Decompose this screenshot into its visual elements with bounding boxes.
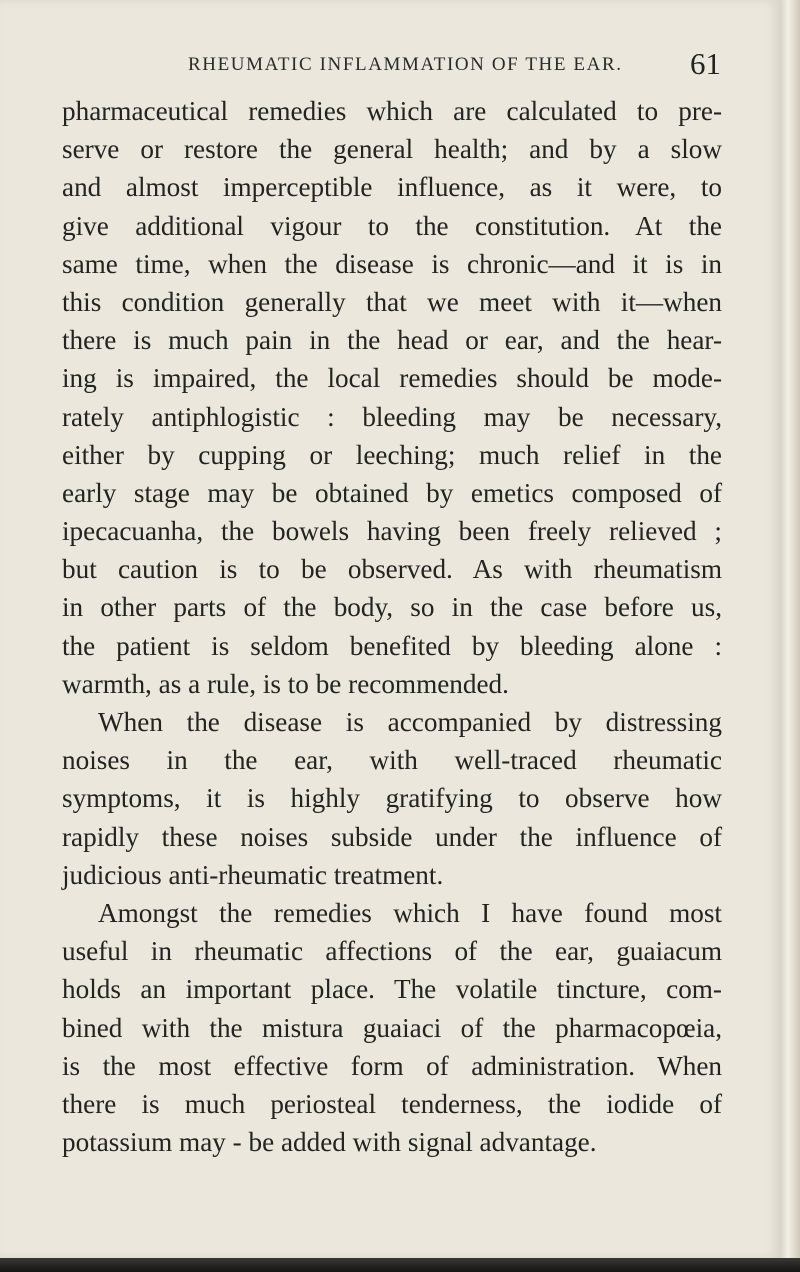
text-line: same time, when the disease is chronic—and it is in	[62, 248, 722, 279]
text-line: but caution is to be observed. As with rheumatism	[62, 554, 722, 585]
page-edge	[780, 0, 800, 1272]
paragraph	[62, 703, 722, 894]
text-line: in other parts of the body, so in the case before us,	[62, 592, 722, 623]
text-line: there is much pain in the head or ear, and the hear-	[62, 325, 722, 356]
text-line: judicious anti-rheumatic treatment.	[62, 859, 444, 890]
text-line: rapidly these noises subside under the influence of	[62, 821, 722, 852]
text-line: pharmaceutical remedies which are calculated to pre-	[62, 96, 722, 126]
text-line: bined with the mistura guaiaci of the pharmacopœia,	[62, 1012, 722, 1043]
bottom-edge	[0, 1258, 800, 1272]
body-text	[62, 92, 722, 1161]
text-line: When the disease is accompanied by distressing	[98, 707, 722, 737]
text-line: holds an important place. The volatile tincture, com-	[62, 974, 722, 1005]
text-line: and almost imperceptible influence, as it were, to	[62, 172, 722, 203]
text-line: serve or restore the general health; and by a slow	[62, 134, 722, 165]
running-head: RHEUMATIC INFLAMMATION OF THE EAR.	[188, 54, 623, 75]
text-line: ipecacuanha, the bowels having been freely relieved ;	[62, 516, 722, 547]
text-line: there is much periosteal tenderness, the iodide of	[62, 1088, 722, 1119]
text-line: the patient is seldom benefited by bleeding alone :	[62, 630, 722, 661]
text-line: is the most effective form of administration. When	[62, 1050, 722, 1081]
text-line: symptoms, it is highly gratifying to observe how	[62, 783, 722, 814]
page-number: 61	[690, 46, 721, 81]
text-line: early stage may be obtained by emetics composed of	[62, 477, 722, 508]
paragraph	[62, 894, 722, 1161]
paragraph	[62, 92, 722, 703]
text-line: useful in rheumatic affections of the ear, guaiacum	[62, 936, 722, 967]
text-line: potassium may - be added with signal advantage.	[62, 1127, 597, 1158]
text-line: rately antiphlogistic : bleeding may be necessary,	[62, 401, 722, 432]
text-line: noises in the ear, with well-traced rheumatic	[62, 745, 722, 776]
text-line: ing is impaired, the local remedies should be mode-	[62, 363, 722, 394]
text-line: this condition generally that we meet with it—when	[62, 286, 722, 317]
text-line: either by cupping or leeching; much relief in the	[62, 439, 722, 470]
text-line: warmth, as a rule, is to be recommended.	[62, 668, 509, 699]
text-line: give additional vigour to the constitution. At the	[62, 210, 722, 241]
text-line: Amongst the remedies which I have found most	[98, 897, 722, 928]
